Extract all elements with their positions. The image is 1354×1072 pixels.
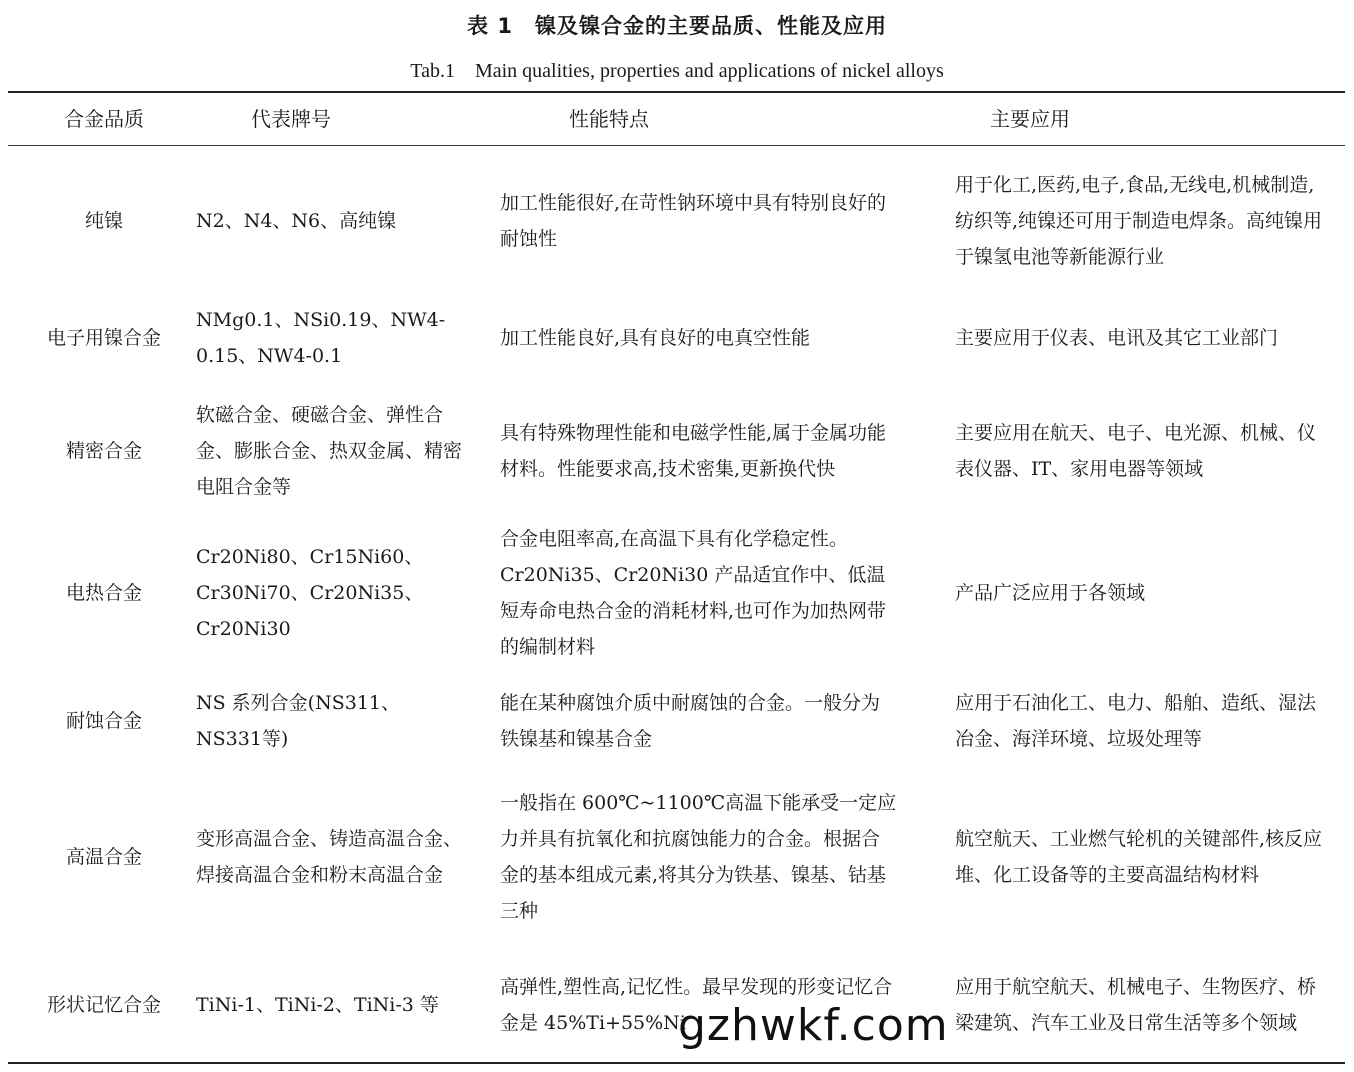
cell-properties: 高弹性,塑性高,记忆性。最早发现的形变记忆合金是 45%Ti+55%Ni: [500, 976, 893, 1034]
cell-grades: NS 系列合金(NS311、NS331等): [196, 692, 400, 750]
cell-properties: 能在某种腐蚀介质中耐腐蚀的合金。一般分为铁镍基和镍基合金: [500, 692, 881, 750]
cell-grades: 变形高温合金、铸造高温合金、焊接高温合金和粉末高温合金: [196, 828, 463, 886]
cell-applications: 产品广泛应用于各领域: [955, 582, 1146, 604]
cell-properties: 一般指在 600℃~1100℃高温下能承受一定应力并具有抗氧化和抗腐蚀能力的合金。根据合金的基本组成元素,将其分为铁基、镍基、钴基三种: [500, 792, 897, 922]
cell-grades: TiNi-1、TiNi-2、TiNi-3 等: [196, 994, 439, 1016]
cell-quality: 电子用镍合金: [46, 327, 161, 349]
cell-grades: N2、N4、N6、高纯镍: [196, 210, 397, 232]
header-properties: 性能特点: [569, 107, 649, 131]
cell-properties: 加工性能良好,具有良好的电真空性能: [500, 327, 811, 349]
cell-grades: NMg0.1、NSi0.19、NW4-0.15、NW4-0.1: [196, 309, 446, 367]
cell-grades: Cr20Ni80、Cr15Ni60、Cr30Ni70、Cr20Ni35、Cr20Ni30: [196, 546, 424, 640]
cell-applications: 应用于航空航天、机械电子、生物医疗、桥梁建筑、汽车工业及日常生活等多个领域: [955, 976, 1317, 1034]
header-rule: [8, 145, 1345, 146]
bottom-rule: [8, 1062, 1345, 1064]
cell-applications: 主要应用在航天、电子、电光源、机械、仪表仪器、IT、家用电器等领域: [955, 422, 1317, 480]
header-quality: 合金品质: [64, 107, 144, 131]
cell-quality: 形状记忆合金: [46, 994, 161, 1016]
header-grades: 代表牌号: [251, 107, 331, 131]
table-caption-en: Tab.1 Main qualities, properties and applications of nickel alloys: [410, 60, 944, 82]
cell-grades: 软磁合金、硬磁合金、弹性合金、膨胀合金、热双金属、精密电阻合金等: [196, 404, 463, 498]
cell-quality: 纯镍: [84, 210, 123, 232]
cell-properties: 合金电阻率高,在高温下具有化学稳定性。Cr20Ni35、Cr20Ni30 产品适宜作中、低温短寿命电热合金的消耗材料,也可作为加热网带的编制材料: [500, 528, 887, 658]
cell-applications: 航空航天、工业燃气轮机的关键部件,核反应堆、化工设备等的主要高温结构材料: [955, 828, 1323, 886]
cell-quality: 高温合金: [65, 846, 142, 868]
cell-properties: 具有特殊物理性能和电磁学性能,属于金属功能材料。性能要求高,技术密集,更新换代快: [500, 422, 887, 480]
cell-applications: 主要应用于仪表、电讯及其它工业部门: [955, 327, 1279, 349]
table-caption-cn: 表 1 镍及镍合金的主要品质、性能及应用: [467, 14, 887, 38]
cell-quality: 电热合金: [65, 582, 142, 604]
cell-properties: 加工性能很好,在苛性钠环境中具有特别良好的耐蚀性: [500, 192, 887, 250]
header-applications: 主要应用: [990, 107, 1070, 131]
cell-applications: 用于化工,医药,电子,食品,无线电,机械制造,纺织等,纯镍还可用于制造电焊条。高纯镍用于镍氢电池等新能源行业: [955, 174, 1323, 268]
cell-applications: 应用于石油化工、电力、船舶、造纸、湿法冶金、海洋环境、垃圾处理等: [955, 692, 1317, 750]
top-rule: [8, 91, 1345, 93]
cell-quality: 耐蚀合金: [65, 710, 142, 732]
cell-quality: 精密合金: [65, 440, 142, 462]
watermark: gzhwkf.com: [678, 1000, 949, 1051]
